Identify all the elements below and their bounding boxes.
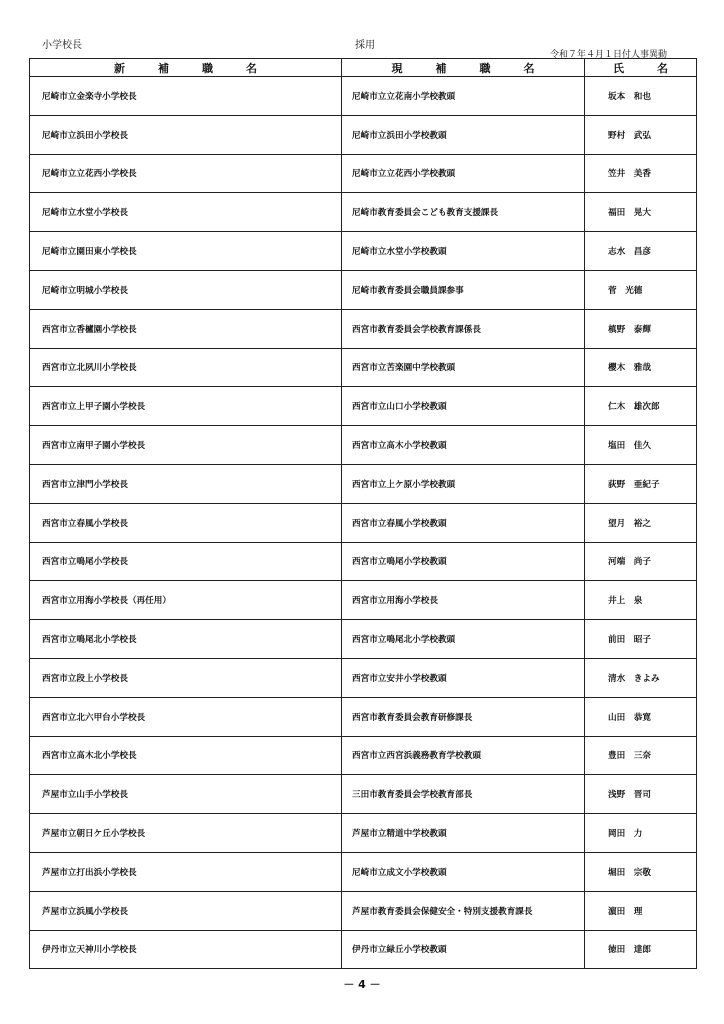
name-cell: 野村 武弘	[585, 115, 697, 154]
new-position-cell: 芦屋市立打出浜小学校長	[30, 852, 342, 891]
new-position-cell: 西宮市立北夙川小学校長	[30, 348, 342, 387]
table-row	[30, 620, 697, 659]
current-position-cell: 西宮市立山口小学校教頭	[342, 387, 585, 426]
current-position-cell: 尼崎市立立花西小学校教頭	[342, 154, 585, 193]
new-position-cell: 西宮市立津門小学校長	[30, 464, 342, 503]
name-cell: 荻野 亜紀子	[585, 464, 697, 503]
name-cell: 清水 きよみ	[585, 658, 697, 697]
column-header-current-position: 現 補 職 名	[342, 59, 585, 77]
table-row	[30, 193, 697, 232]
table-row	[30, 891, 697, 930]
new-position-cell: 芦屋市立朝日ケ丘小学校長	[30, 814, 342, 853]
table-row	[30, 658, 697, 697]
new-position-cell: 西宮市立香櫨園小学校長	[30, 309, 342, 348]
new-position-cell: 芦屋市立山手小学校長	[30, 775, 342, 814]
current-position-cell: 西宮市立西宮浜義務教育学校教頭	[342, 736, 585, 775]
current-position-cell: 西宮市立春風小学校教頭	[342, 503, 585, 542]
name-cell: 岡田 力	[585, 814, 697, 853]
current-position-cell: 尼崎市立浜田小学校教頭	[342, 115, 585, 154]
table-row	[30, 232, 697, 271]
name-cell: 堀田 宗敬	[585, 852, 697, 891]
page-number: － 4 －	[343, 978, 381, 991]
current-position-cell: 尼崎市立成文小学校教頭	[342, 852, 585, 891]
current-position-cell: 西宮市立鳴尾北小学校教頭	[342, 620, 585, 659]
column-header-new-position: 新 補 職 名	[30, 59, 342, 77]
table-row	[30, 154, 697, 193]
table-row	[30, 814, 697, 853]
type-label: 採用	[355, 40, 375, 51]
new-position-cell: 西宮市立髙木北小学校長	[30, 736, 342, 775]
name-cell: 徳田 達郎	[585, 930, 697, 969]
name-cell: 濵田 理	[585, 891, 697, 930]
table-row	[30, 77, 697, 116]
name-cell: 豊田 三奈	[585, 736, 697, 775]
table-row	[30, 348, 697, 387]
current-position-cell: 西宮市立髙木小学校教頭	[342, 426, 585, 465]
new-position-cell: 尼崎市立園田東小学校長	[30, 232, 342, 271]
new-position-cell: 西宮市立鳴尾小学校長	[30, 542, 342, 581]
personnel-table	[29, 58, 697, 969]
new-position-cell: 尼崎市立水堂小学校長	[30, 193, 342, 232]
table-row	[30, 775, 697, 814]
current-position-cell: 西宮市立苦楽園中学校教頭	[342, 348, 585, 387]
table-row	[30, 697, 697, 736]
current-position-cell: 尼崎市教育委員会こども教育支援課長	[342, 193, 585, 232]
table-row	[30, 852, 697, 891]
new-position-cell: 西宮市立北六甲台小学校長	[30, 697, 342, 736]
name-cell: 槙野 泰輝	[585, 309, 697, 348]
table-row	[30, 115, 697, 154]
name-cell: 福田 晃大	[585, 193, 697, 232]
current-position-cell: 尼崎市教育委員会職員課参事	[342, 270, 585, 309]
new-position-cell: 西宮市立鳴尾北小学校長	[30, 620, 342, 659]
table-row	[30, 930, 697, 969]
current-position-cell: 伊丹市立緑丘小学校教頭	[342, 930, 585, 969]
name-cell: 浅野 晋司	[585, 775, 697, 814]
current-position-cell: 三田市教育委員会学校教育部長	[342, 775, 585, 814]
current-position-cell: 芦屋市教育委員会保健安全・特別支援教育課長	[342, 891, 585, 930]
table-row	[30, 542, 697, 581]
table-header-row	[30, 59, 697, 77]
name-cell: 塩田 佳久	[585, 426, 697, 465]
name-cell: 井上 泉	[585, 581, 697, 620]
current-position-cell: 尼崎市立立花南小学校教頭	[342, 77, 585, 116]
name-cell: 櫻木 雅哉	[585, 348, 697, 387]
name-cell: 坂本 和也	[585, 77, 697, 116]
current-position-cell: 芦屋市立精道中学校教頭	[342, 814, 585, 853]
name-cell: 仁木 雄次郎	[585, 387, 697, 426]
table-row	[30, 387, 697, 426]
new-position-cell: 芦屋市立浜風小学校長	[30, 891, 342, 930]
name-cell: 河端 尚子	[585, 542, 697, 581]
new-position-cell: 尼崎市立明城小学校長	[30, 270, 342, 309]
name-cell: 山田 恭寛	[585, 697, 697, 736]
category-label: 小学校長	[42, 40, 82, 51]
current-position-cell: 西宮市立鳴尾小学校教頭	[342, 542, 585, 581]
new-position-cell: 西宮市立段上小学校長	[30, 658, 342, 697]
table-row	[30, 581, 697, 620]
new-position-cell: 尼崎市立浜田小学校長	[30, 115, 342, 154]
date-note: 令和７年４月１日付人事異動	[549, 50, 667, 60]
new-position-cell: 伊丹市立天神川小学校長	[30, 930, 342, 969]
current-position-cell: 西宮市立安井小学校教頭	[342, 658, 585, 697]
name-cell: 望月 裕之	[585, 503, 697, 542]
new-position-cell: 西宮市立春風小学校長	[30, 503, 342, 542]
table-row	[30, 503, 697, 542]
new-position-cell: 西宮市立用海小学校長（再任用）	[30, 581, 342, 620]
current-position-cell: 西宮市教育委員会教育研修課長	[342, 697, 585, 736]
table-row	[30, 270, 697, 309]
table-row	[30, 464, 697, 503]
current-position-cell: 西宮市教育委員会学校教育課係長	[342, 309, 585, 348]
column-header-name: 氏 名	[585, 59, 697, 77]
new-position-cell: 西宮市立南甲子園小学校長	[30, 426, 342, 465]
new-position-cell: 西宮市立上甲子園小学校長	[30, 387, 342, 426]
table-row	[30, 426, 697, 465]
name-cell: 前田 昭子	[585, 620, 697, 659]
current-position-cell: 西宮市立上ケ原小学校教頭	[342, 464, 585, 503]
new-position-cell: 尼崎市立立花西小学校長	[30, 154, 342, 193]
name-cell: 志水 昌彦	[585, 232, 697, 271]
new-position-cell: 尼崎市立金楽寺小学校長	[30, 77, 342, 116]
table-row	[30, 309, 697, 348]
name-cell: 笠井 美香	[585, 154, 697, 193]
current-position-cell: 尼崎市立水堂小学校教頭	[342, 232, 585, 271]
current-position-cell: 西宮市立用海小学校長	[342, 581, 585, 620]
name-cell: 菅 光德	[585, 270, 697, 309]
table-row	[30, 736, 697, 775]
